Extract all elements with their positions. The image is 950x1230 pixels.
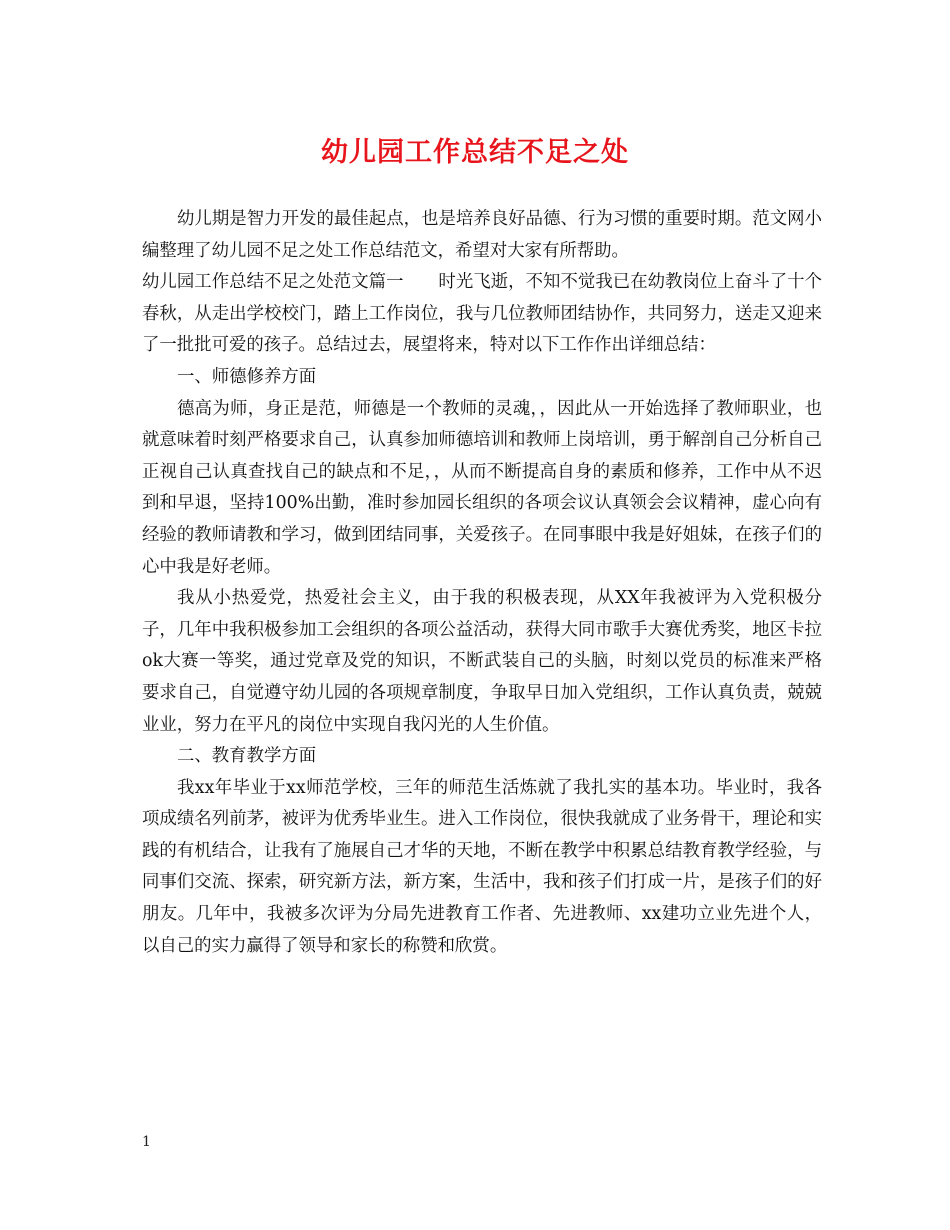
intro-paragraph: 幼儿期是智力开发的最佳起点，也是培养良好品德、行为习惯的重要时期。范文网小编整理了幼儿园不足之处工作总结范文，希望对大家有所帮助。 bbox=[142, 209, 822, 261]
document-title: 幼儿园工作总结不足之处 bbox=[321, 137, 629, 168]
page-number: 1 bbox=[142, 1134, 151, 1150]
section-heading-teaching: 二、教育教学方面 bbox=[177, 746, 317, 767]
document-body bbox=[142, 204, 822, 962]
teaching-paragraph: 我xx年毕业于xx师范学校，三年的师范生活炼就了我扎实的基本功。毕业时，我各项成绩名列前茅，被评为优秀毕业生。进入工作岗位，很快我就成了业务骨干，理论和实践的有机结合，让我有了施展自己才华的天地，不断在教学中积累总结教育教学经验，与同事们交流、探索，研究新方法，新方案，生活中，我和孩子们打成一片，是孩子们的好朋友。几年中，我被多次评为分局先进教育工作者、先进教师、xx建功立业先进个人，以自己的实力赢得了领导和家长的称赞和欣赏。 bbox=[142, 777, 822, 956]
section-heading-ethics: 一、师德修养方面 bbox=[177, 366, 317, 387]
sample-intro-paragraph: 幼儿园工作总结不足之处范文篇一 时光飞逝，不知不觉我已在幼教岗位上奋斗了十个春秋，从走出学校校门，踏上工作岗位，我与几位教师团结协作，共同努力，送走又迎来了一批批可爱的孩子。总结过去，展望将来，特对以下工作作出详细总结： bbox=[142, 272, 822, 356]
ethics-paragraph: 德高为师，身正是范，师德是一个教师的灵魂，，因此从一开始选择了教师职业，也就意味着时刻严格要求自己，认真参加师德培训和教师上岗培训，勇于解剖自己分析自己正视自己认真查找自己的缺点和不足，，从而不断提高自身的素质和修养，工作中从不迟到和早退，坚持100%出勤，准时参加园长组织的各项会议认真领会会议精神，虚心向有经验的教师请教和学习，做到团结同事，关爱孩子。在同事眼中我是好姐妹，在孩子们的心中我是好老师。 bbox=[142, 398, 822, 577]
party-paragraph: 我从小热爱党，热爱社会主义，由于我的积极表现，从XX年我被评为入党积极分子，几年中我积极参加工会组织的各项公益活动，获得大同市歌手大赛优秀奖，地区卡拉ok大赛一等奖，通过党章及党的知识，不断武装自己的头脑，时刻以党员的标准来严格要求自己，自觉遵守幼儿园的各项规章制度，争取早日加入党组织，工作认真负责，兢兢业业，努力在平凡的岗位中实现自我闪光的人生价值。 bbox=[142, 588, 822, 735]
